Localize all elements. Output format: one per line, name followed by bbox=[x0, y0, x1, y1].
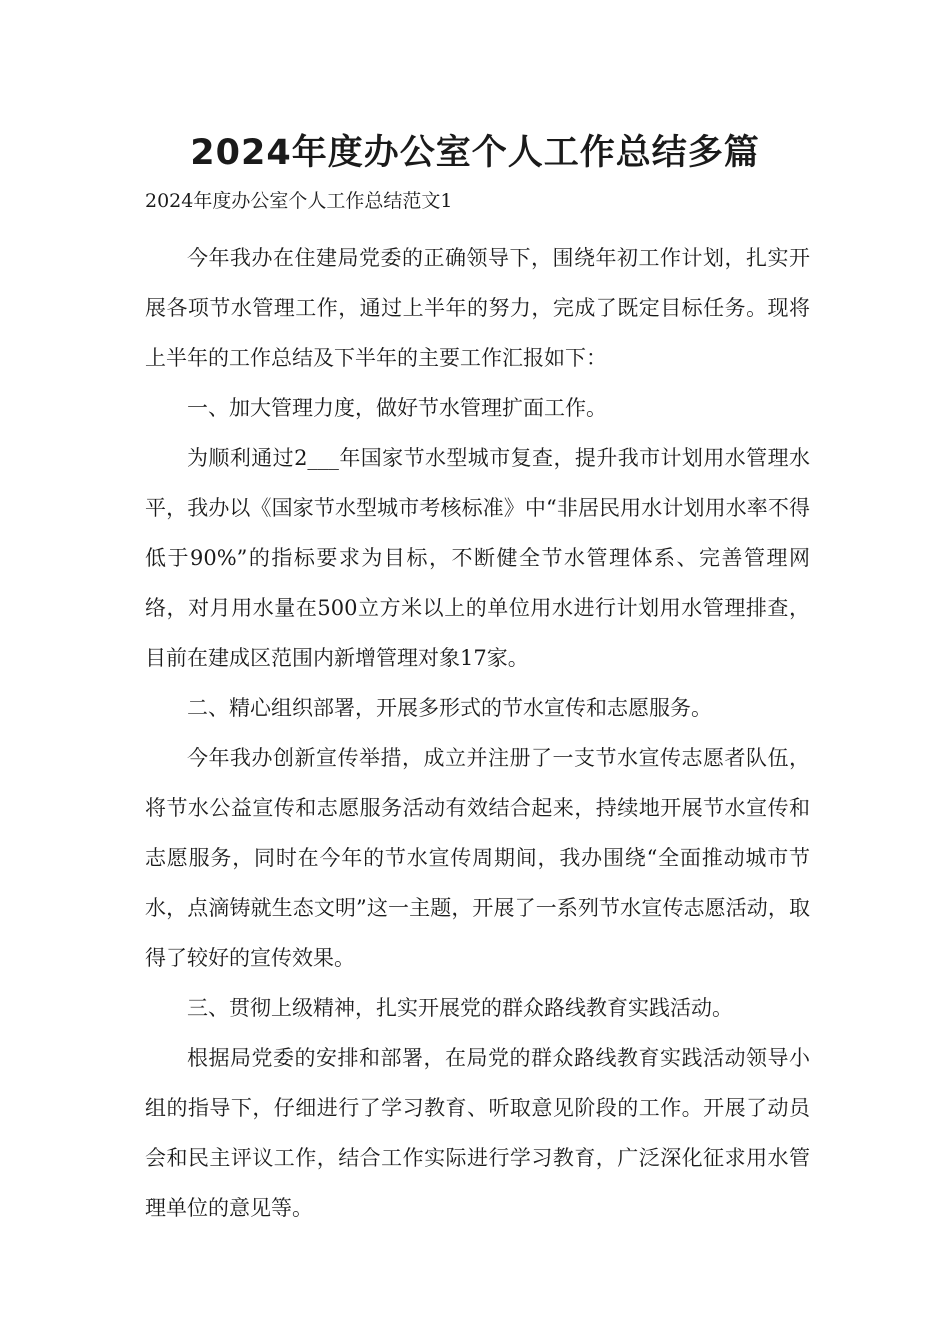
section-heading-3: 三、贯彻上级精神，扎实开展党的群众路线教育实践活动。 bbox=[187, 996, 733, 1020]
section-heading-2: 二、精心组织部署，开展多形式的节水宣传和志愿服务。 bbox=[187, 696, 712, 720]
document-title: 2024年度办公室个人工作总结多篇 bbox=[190, 133, 760, 173]
paragraph-intro: 今年我办在住建局党委的正确领导下，围绕年初工作计划，扎实开展各项节水管理工作，通过上半年的努力，完成了既定目标任务。现将上半年的工作总结及下半年的主要工作汇报如下： bbox=[145, 246, 810, 370]
paragraph-section-3: 根据局党委的安排和部署，在局党的群众路线教育实践活动领导小组的指导下，仔细进行了学习教育、听取意见阶段的工作。开展了动员会和民主评议工作，结合工作实际进行学习教育，广泛深化征求用水管理单位的意见等。 bbox=[145, 1046, 810, 1220]
paragraph-section-1: 为顺利通过2___年国家节水型城市复查，提升我市计划用水管理水平，我办以《国家节水型城市考核标准》中“非居民用水计划用水率不得低于90%”的指标要求为目标，不断健全节水管理体系、完善管理网络，对月用水量在500立方米以上的单位用水进行计划用水管理排查，目前在建成区范围内新增管理对象17家。 bbox=[145, 446, 810, 670]
document-body bbox=[145, 233, 810, 1233]
section-heading-1: 一、加大管理力度，做好节水管理扩面工作。 bbox=[187, 396, 607, 420]
paragraph-section-2: 今年我办创新宣传举措，成立并注册了一支节水宣传志愿者队伍，将节水公益宣传和志愿服务活动有效结合起来，持续地开展节水宣传和志愿服务，同时在今年的节水宣传周期间，我办围绕“全面推动城市节水，点滴铸就生态文明”这一主题，开展了一系列节水宣传志愿活动，取得了较好的宣传效果。 bbox=[145, 746, 810, 970]
document-subtitle: 2024年度办公室个人工作总结范文1 bbox=[145, 190, 453, 212]
